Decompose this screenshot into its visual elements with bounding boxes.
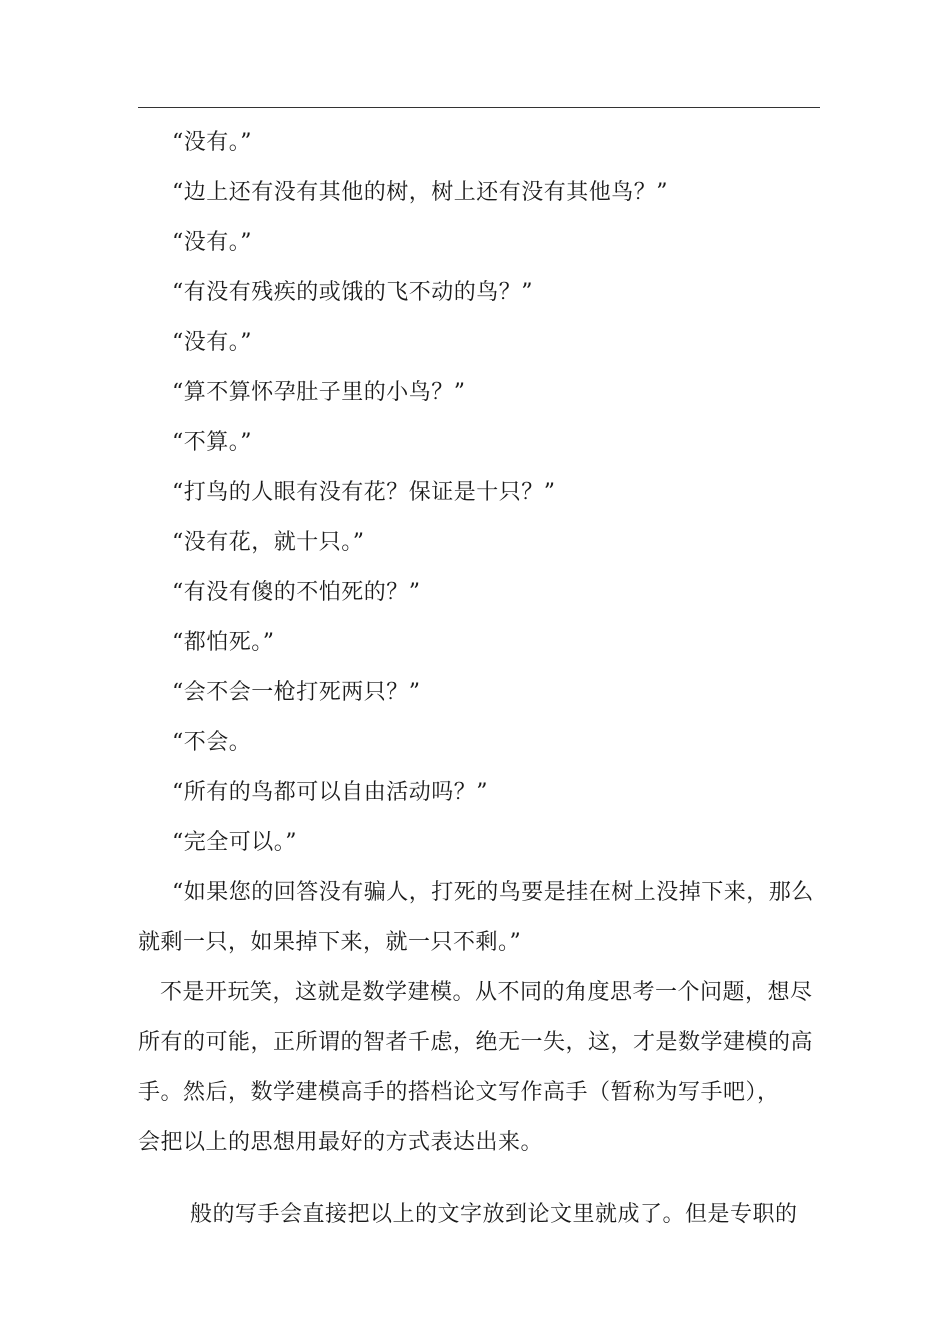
last-paragraph-line-1: 般的写手会直接把以上的文字放到论文里就成了。但是专职的 [190,1202,798,1227]
paragraph-line-2: 所有的可能，正所谓的智者千虑，绝无一失，这，才是数学建模的高 [138,1030,814,1055]
page-body [138,118,820,1240]
header-rule [138,107,820,108]
paragraph-line-1: 不是开玩笑，这就是数学建模。从不同的角度思考一个问题，想尽 [160,980,813,1005]
dialogue-line: “完全可以。” [172,830,297,855]
paragraph-line-3: 手。然后，数学建模高手的搭档论文写作高手（暂称为写手吧）， [138,1080,780,1105]
dialogue-line: “边上还有没有其他的树，树上还有没有其他鸟？” [172,180,668,205]
dialogue-line: “没有。” [172,230,252,255]
dialogue-line: “没有。” [172,130,252,155]
paragraph-line-4: 会把以上的思想用最好的方式表达出来。 [138,1130,544,1155]
dialogue-line: “都怕死。” [172,630,275,655]
dialogue-line: “有没有残疾的或饿的飞不动的鸟？” [172,280,533,305]
dialogue-line: “没有花，就十只。” [172,530,365,555]
dialogue-line: “所有的鸟都可以自由活动吗？” [172,780,488,805]
final-answer-line-2: 就剩一只，如果掉下来，就一只不剩。” [138,930,522,955]
dialogue-line: “不算。” [172,430,252,455]
dialogue-line: “没有。” [172,330,252,355]
final-answer-line-1: “如果您的回答没有骗人，打死的鸟要是挂在树上没掉下来，那么 [172,880,814,905]
dialogue-line: “会不会一枪打死两只？” [172,680,421,705]
dialogue-line: “算不算怀孕肚子里的小鸟？” [172,380,466,405]
dialogue-line: “有没有傻的不怕死的？” [172,580,421,605]
dialogue-line: “不会。 [172,730,252,755]
dialogue-line: “打鸟的人眼有没有花？保证是十只？” [172,480,556,505]
